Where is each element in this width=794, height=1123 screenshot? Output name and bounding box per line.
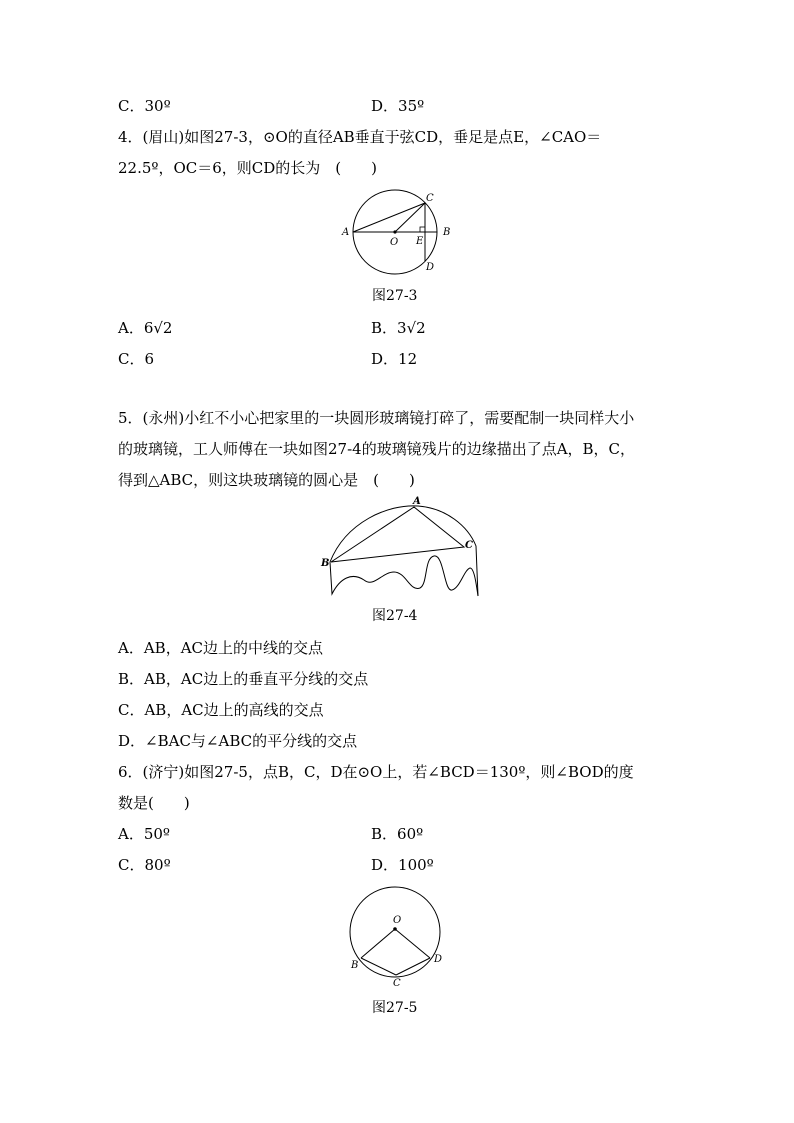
label-o: O — [390, 237, 399, 248]
figure-27-5 — [340, 886, 452, 992]
q6-option-c: C．80º — [118, 856, 171, 874]
label-b: B — [321, 558, 330, 569]
q6-stem-line1: 6．(济宁)如图27-5，点B，C，D在⊙O上，若∠BCD＝130º，则∠BOD的度 — [118, 763, 634, 781]
label-a: A — [342, 227, 350, 238]
figure-27-3-caption: 图27-3 — [372, 288, 418, 304]
q4-option-c: C．6 — [118, 350, 155, 368]
q3-option-c: C．30º — [118, 97, 171, 115]
figure-27-3 — [340, 190, 460, 280]
q5-stem-line1: 5．(永州)小红不小心把家里的一块圆形玻璃镜打碎了，需要配制一块同样大小 — [118, 409, 635, 427]
segment-cd — [396, 958, 430, 975]
label-c: C — [465, 540, 473, 551]
mirror-arc — [330, 506, 478, 596]
q4-stem-line2: 22.5º，OC＝6，则CD的长为 ( ) — [118, 159, 377, 177]
label-o: O — [393, 915, 402, 926]
segment-oc — [395, 203, 425, 232]
q6-option-d: D．100º — [371, 856, 434, 874]
segment-ob — [361, 929, 395, 958]
label-b: B — [443, 227, 451, 238]
segment-od — [395, 929, 430, 958]
circle-o — [350, 887, 443, 977]
figure-27-5-caption: 图27-5 — [372, 1000, 418, 1016]
q5-option-b: B．AB，AC边上的垂直平分线的交点 — [118, 670, 369, 688]
segment-ac — [353, 203, 425, 232]
q6-option-a: A．50º — [118, 825, 170, 843]
figure-27-4-caption: 图27-4 — [372, 608, 418, 624]
q5-option-c: C．AB，AC边上的高线的交点 — [118, 701, 324, 719]
q6-stem-line2: 数是( ) — [118, 794, 190, 812]
label-d: D — [426, 262, 435, 273]
right-angle-mark — [420, 227, 425, 232]
label-e: E — [416, 236, 424, 247]
q4-option-b: B．3√2 — [371, 319, 426, 337]
q4-option-d: D．12 — [371, 350, 418, 368]
center-point — [393, 927, 397, 931]
center-point — [393, 230, 396, 233]
q4-option-a: A．6√2 — [118, 319, 173, 337]
q5-stem-line3: 得到△ABC，则这块玻璃镜的圆心是 ( ) — [118, 471, 415, 489]
label-a: A — [413, 496, 421, 507]
label-d: D — [434, 954, 443, 965]
label-b: B — [351, 960, 359, 971]
q6-option-b: B．60º — [371, 825, 424, 843]
q3-option-d: D．35º — [371, 97, 425, 115]
figure-27-4 — [318, 498, 483, 600]
triangle-abc — [331, 507, 464, 562]
label-c: C — [393, 978, 401, 989]
q5-option-d: D．∠BAC与∠ABC的平分线的交点 — [118, 732, 358, 750]
q4-stem-line1: 4．(眉山)如图27-3，⊙O的直径AB垂直于弦CD，垂足是点E，∠CAO＝ — [118, 128, 602, 146]
q5-stem-line2: 的玻璃镜，工人师傅在一块如图27-4的玻璃镜残片的边缘描出了点A，B，C， — [118, 440, 636, 458]
q5-option-a: A．AB，AC边上的中线的交点 — [118, 639, 323, 657]
label-c: C — [426, 193, 434, 204]
broken-edge — [330, 556, 478, 596]
